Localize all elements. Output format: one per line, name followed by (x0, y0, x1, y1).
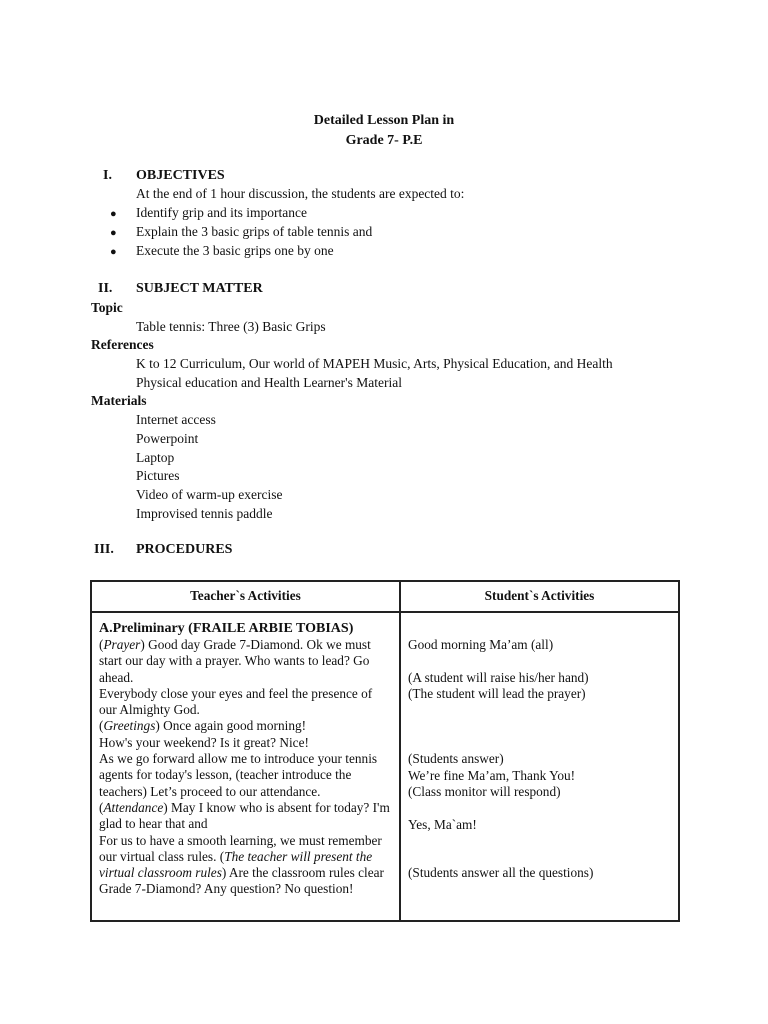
teacher-line: glad to hear that and (99, 816, 208, 832)
table-row (91, 612, 679, 921)
teacher-line: How's your weekend? Is it great? Nice! (99, 734, 309, 750)
teacher-line: agents for today's lesson, (teacher introduce the (99, 767, 352, 783)
materials-list (136, 411, 283, 524)
list-item: Improvised tennis paddle (136, 505, 273, 521)
teacher-line: start our day with a prayer. Who wants to lead? Go (99, 653, 370, 669)
teacher-activities-header: Teacher`s Activities (91, 581, 400, 612)
topic-text: Table tennis: Three (3) Basic Grips (136, 319, 326, 334)
teacher-line: As we go forward allow me to introduce your tennis (99, 751, 378, 767)
student-line: (Students answer) (408, 751, 504, 767)
teacher-line: (Greetings) Once again good morning! (99, 718, 307, 734)
objectives-intro: At the end of 1 hour discussion, the students are expected to: (136, 186, 465, 201)
section-title: SUBJECT MATTER (136, 281, 263, 296)
list-item: Pictures (136, 468, 180, 484)
list-item: Explain the 3 basic grips of table tennis and (136, 224, 373, 239)
teacher-line: our virtual class rules. (The teacher will present the (99, 848, 373, 864)
table-header-row (91, 581, 679, 612)
section-number: III. (94, 542, 114, 557)
bullet-icon: ● (110, 227, 117, 239)
teacher-line: (Attendance) May I know who is absent for today? I'm (99, 799, 390, 815)
section-number: I. (103, 168, 112, 183)
student-line: We’re fine Ma’am, Thank You! (408, 767, 576, 783)
student-line: (Class monitor will respond) (408, 783, 561, 799)
reference-item: K to 12 Curriculum, Our world of MAPEH Music, Arts, Physical Education, and Health (136, 356, 613, 371)
procedures-table (90, 580, 680, 922)
teacher-line: (Prayer) Good day Grade 7-Diamond. Ok we must (99, 637, 371, 652)
teacher-line: Grade 7-Diamond? Any question? No question! (99, 881, 354, 897)
student-line: (A student will raise his/her hand) (408, 669, 589, 685)
list-item: Execute the 3 basic grips one by one (136, 243, 334, 258)
list-item: Internet access (136, 412, 216, 427)
section-number: II. (98, 281, 113, 296)
student-line: (Students answer all the questions) (408, 865, 594, 881)
greetings-tag: Greetings (103, 718, 156, 734)
title-line-1: Detailed Lesson Plan in (313, 113, 455, 128)
prayer-tag: Prayer (103, 637, 141, 652)
section-title: PROCEDURES (136, 542, 233, 557)
reference-item: Physical education and Health Learner's Material (136, 375, 402, 390)
list-item: Video of warm-up exercise (136, 487, 283, 503)
list-item: Identify grip and its importance (136, 205, 307, 220)
teacher-line: virtual classroom rules) Are the classroom rules clear (99, 865, 384, 881)
student-line: (The student will lead the prayer) (408, 686, 586, 702)
list-item: Powerpoint (136, 430, 199, 446)
preliminary-heading: A.Preliminary (FRAILE ARBIE TOBIAS) (99, 621, 354, 636)
references-label: References (91, 337, 154, 352)
title-line-2: Grade 7- P.E (345, 133, 423, 148)
teacher-line: teachers) Let’s proceed to our attendance. (99, 783, 321, 799)
topic-label: Topic (91, 300, 123, 315)
attendance-tag: Attendance (103, 799, 164, 815)
teacher-line: ahead. (99, 669, 134, 685)
teacher-line: Everybody close your eyes and feel the presence of (99, 685, 373, 701)
section-title: OBJECTIVES (136, 168, 225, 183)
student-activities-cell (400, 612, 679, 921)
student-line: Yes, Ma`am! (408, 816, 477, 832)
materials-label: Materials (91, 393, 147, 408)
teacher-line: our Almighty God. (99, 702, 200, 718)
student-line: Good morning Ma’am (all) (408, 637, 554, 653)
list-item: Laptop (136, 449, 175, 465)
bullet-icon: ● (110, 246, 117, 258)
document-title (0, 111, 768, 151)
teacher-activities-cell (91, 612, 400, 921)
bullet-icon: ● (110, 208, 117, 220)
student-activities-header: Student`s Activities (400, 581, 679, 612)
teacher-line: For us to have a smooth learning, we must remember (99, 832, 382, 848)
